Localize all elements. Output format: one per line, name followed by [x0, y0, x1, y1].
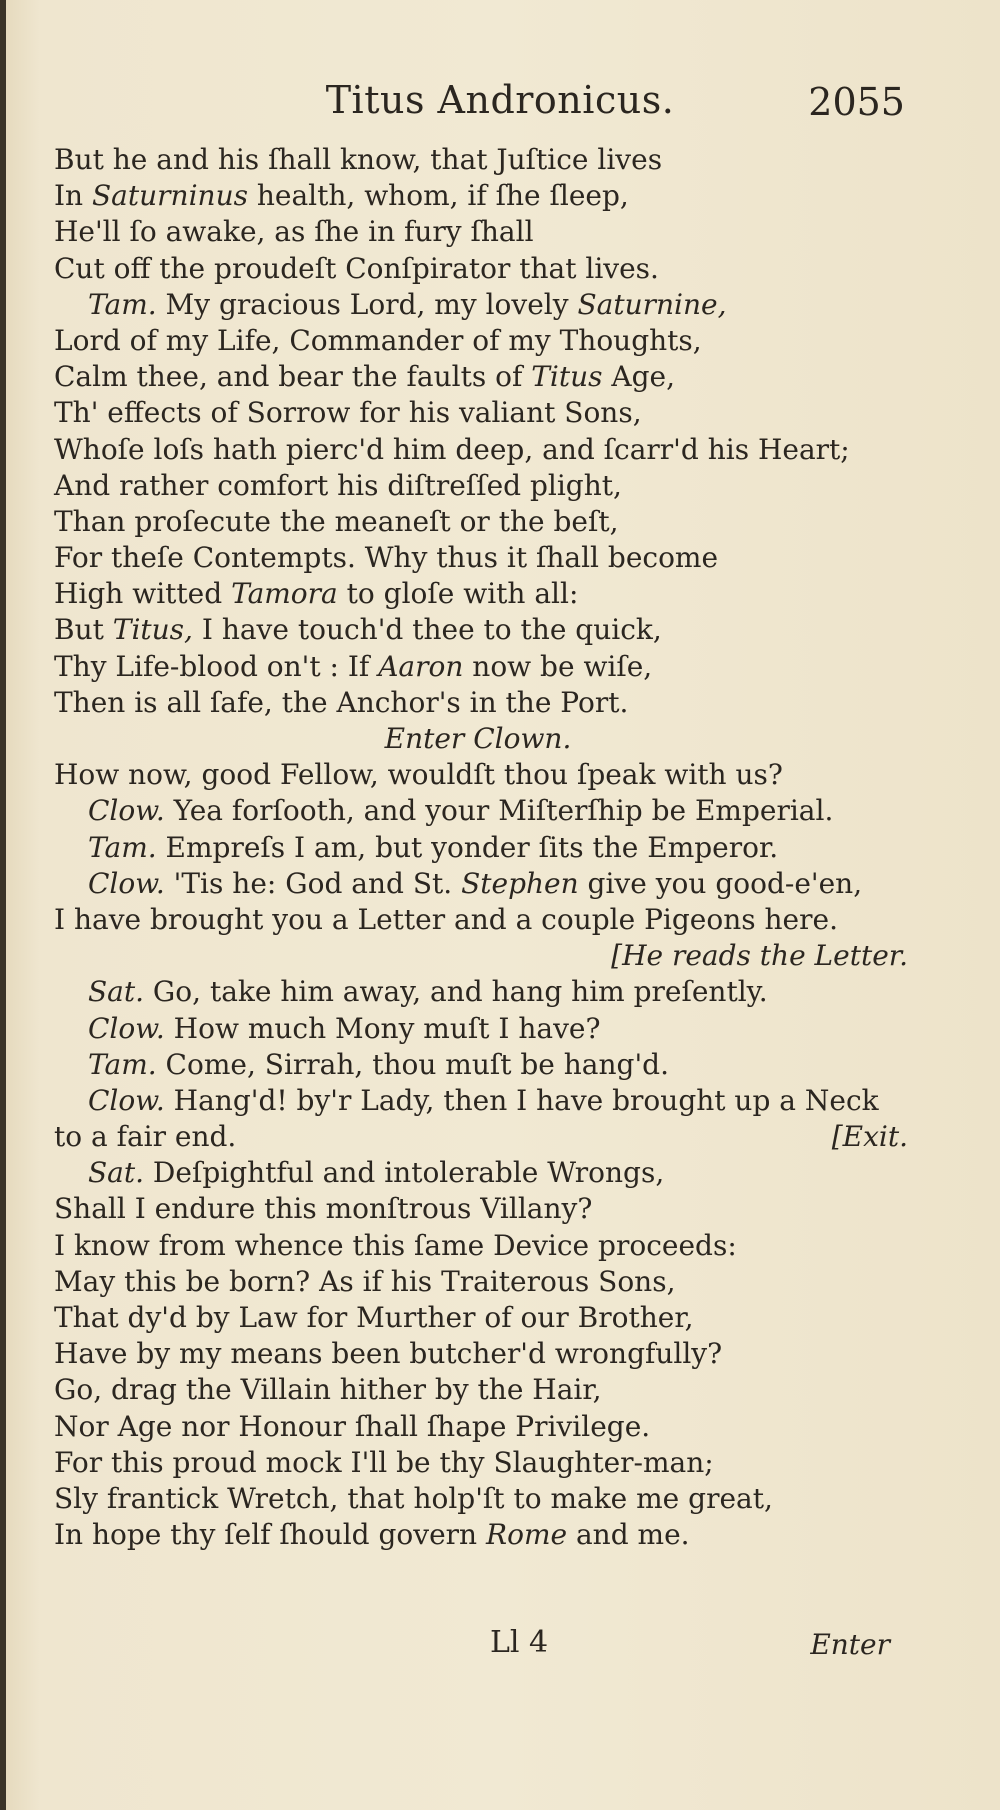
text-run: He'll ſo awake, as ſhe in fury ſhall: [54, 215, 534, 249]
italic-name: Titus: [531, 360, 603, 394]
text-run: Deſpightful and intolerable Wrongs,: [144, 1156, 665, 1190]
speaker-prefix: Sat.: [88, 975, 145, 1009]
text-line: [48, 1047, 908, 1083]
text-run: and me.: [567, 1518, 690, 1552]
text-line: [48, 359, 908, 395]
text-run: My gracious Lord, my lovely: [156, 287, 578, 321]
text-run: In hope thy ſelf ſhould govern: [54, 1518, 486, 1552]
speaker-prefix: Clow.: [88, 794, 165, 828]
italic-name: Saturnine,: [577, 287, 727, 321]
page-number: 2055: [808, 80, 905, 124]
text-run: Go, take him away, and hang him preſently.: [144, 975, 768, 1009]
text-line: [48, 468, 908, 504]
italic-name: Rome: [486, 1518, 568, 1552]
speaker-prefix: Clow.: [88, 1083, 165, 1117]
stage-direction: [Exit.: [831, 1120, 908, 1154]
text-line: [48, 323, 908, 359]
italic-name: Aaron: [378, 649, 464, 683]
text-run: Than proſecute the meaneſt or the beſt,: [54, 504, 619, 538]
italic-name: Titus,: [112, 613, 193, 647]
text-run: High witted: [54, 577, 232, 611]
text-line: [48, 504, 908, 540]
text-run: to a fair end.: [54, 1120, 237, 1154]
text-line: [48, 432, 908, 468]
play-text: [48, 142, 908, 1553]
text-line: [48, 540, 908, 576]
speaker-prefix: Sat.: [88, 1156, 145, 1190]
text-line: [48, 1409, 908, 1445]
text-run: Empreſs I am, but yonder ſits the Emperor.: [156, 830, 779, 864]
text-run: Whoſe loſs hath pierc'd him deep, and ſcarr'd his Heart;: [54, 432, 850, 466]
signature-mark: Ll 4: [490, 1625, 549, 1660]
text-line: [48, 576, 908, 612]
text-run: May this be born? As if his Traiterous Sons,: [54, 1264, 676, 1298]
text-line: [48, 757, 908, 793]
running-title: Titus Andronicus.: [325, 78, 675, 122]
speaker-prefix: Tam.: [88, 830, 157, 864]
speaker-prefix: Tam.: [88, 287, 157, 321]
text-run: health, whom, if ſhe ſleep,: [247, 179, 629, 213]
text-run: Then is all ſafe, the Anchor's in the Port.: [54, 685, 629, 719]
text-run: Yea forſooth, and your Miſterſhip be Emperial.: [164, 794, 834, 828]
catchword: Enter: [810, 1628, 890, 1661]
text-run: Age,: [602, 360, 676, 394]
text-line: [48, 251, 908, 287]
text-run: Calm thee, and bear the faults of: [54, 360, 532, 394]
text-run: Nor Age nor Honour ſhall ſhape Privilege.: [54, 1409, 651, 1443]
text-line: [48, 866, 908, 902]
text-line: [48, 1155, 908, 1191]
text-run: Lord of my Life, Commander of my Thoughts,: [54, 323, 702, 357]
text-line: [48, 1336, 908, 1372]
text-line: [48, 1191, 908, 1227]
text-run: I have brought you a Letter and a couple Pigeons here.: [54, 902, 838, 936]
text-run: That dy'd by Law for Murther of our Brother,: [54, 1301, 694, 1334]
italic-name: Saturninus: [92, 179, 248, 213]
text-line: [48, 721, 908, 757]
text-line: [48, 1083, 908, 1119]
speaker-prefix: Clow.: [88, 866, 165, 900]
text-run: Th' effects of Sorrow for his valiant Sons,: [54, 396, 642, 430]
speaker-prefix: Tam.: [88, 1047, 157, 1081]
text-run: In: [54, 179, 92, 213]
text-run: 'Tis he: God and St.: [164, 866, 462, 900]
text-run: Thy Life-blood on't : If: [54, 649, 379, 683]
text-run: Go, drag the Villain hither by the Hair,: [54, 1373, 602, 1407]
text-line: [48, 830, 908, 866]
text-line: [48, 214, 908, 250]
text-line: [48, 1481, 908, 1517]
italic-name: Tamora: [231, 577, 338, 611]
text-line: [48, 1372, 908, 1408]
text-line: [48, 1300, 908, 1336]
text-line: [48, 685, 908, 721]
text-line: [48, 649, 908, 685]
text-line: [48, 1264, 908, 1300]
text-run: How much Mony muſt I have?: [164, 1011, 601, 1045]
text-line: [48, 142, 908, 178]
page-edge-shadow: [0, 0, 6, 1810]
text-run: Come, Sirrah, thou muſt be hang'd.: [156, 1047, 669, 1081]
text-line: [48, 1119, 908, 1155]
stage-direction: [He reads the Letter.: [611, 939, 908, 973]
text-line: [48, 395, 908, 431]
text-line: [48, 902, 908, 938]
text-run: now be wiſe,: [463, 649, 653, 683]
text-line: [48, 1011, 908, 1047]
text-line: [48, 938, 908, 974]
text-line: [48, 178, 908, 214]
text-run: Shall I endure this monſtrous Villany?: [54, 1192, 593, 1226]
speaker-prefix: Clow.: [88, 1011, 165, 1045]
text-line: [48, 974, 908, 1010]
text-line: [48, 287, 908, 323]
text-line: [48, 612, 908, 648]
text-run: I have touch'd thee to the quick,: [192, 613, 662, 647]
italic-name: Stephen: [461, 866, 579, 900]
text-run: to gloſe with all:: [337, 577, 579, 611]
text-run: I know from whence this ſame Device proceeds:: [54, 1228, 737, 1262]
text-line: [48, 793, 908, 829]
text-run: But he and his ſhall know, that Juſtice lives: [54, 143, 663, 176]
text-line: [48, 1445, 908, 1481]
stage-direction: Enter Clown.: [384, 722, 572, 755]
text-line: [48, 1517, 908, 1553]
text-run: Sly frantick Wretch, that holp'ſt to make me great,: [54, 1481, 773, 1515]
text-run: For theſe Contempts. Why thus it ſhall become: [54, 541, 719, 575]
text-run: give you good-e'en,: [578, 866, 863, 900]
text-run: Cut off the proudeſt Conſpirator that lives.: [54, 251, 659, 285]
text-run: Have by my means been butcher'd wrongfully?: [54, 1337, 723, 1371]
text-run: But: [54, 613, 113, 647]
text-run: And rather comfort his diſtreſſed plight,: [54, 468, 622, 502]
text-run: How now, good Fellow, wouldſt thou ſpeak with us?: [54, 758, 783, 792]
text-line: [48, 1228, 908, 1264]
text-run: Hang'd! by'r Lady, then I have brought up a Neck: [164, 1083, 879, 1117]
text-run: For this proud mock I'll be thy Slaughter-man;: [54, 1445, 714, 1479]
